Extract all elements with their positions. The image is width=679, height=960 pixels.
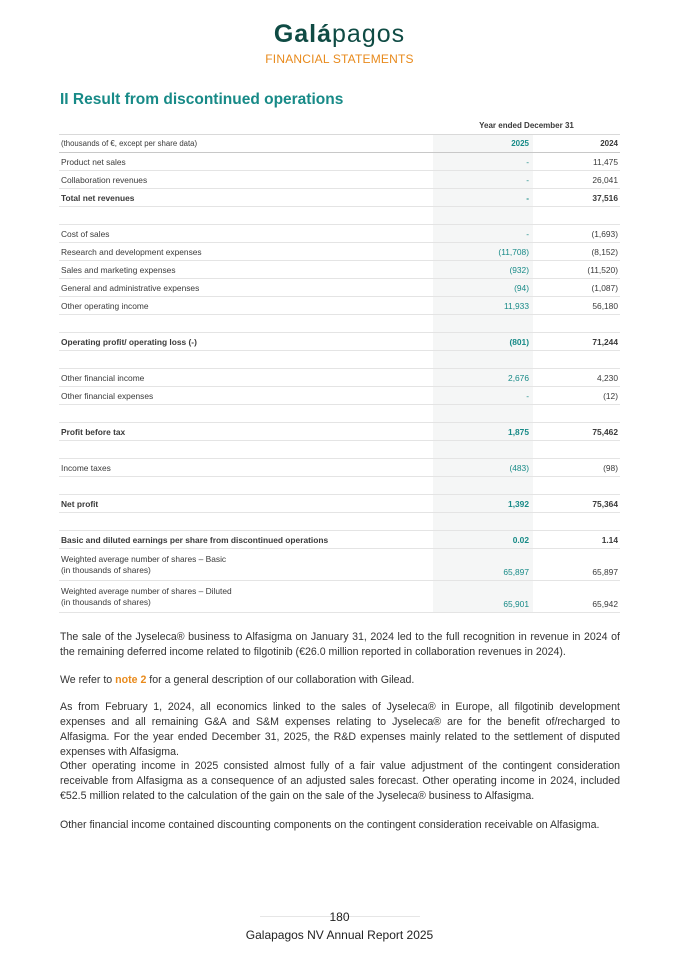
table-row-total: Net profit 1,392 75,364 bbox=[59, 495, 620, 513]
table-row-total: Profit before tax 1,875 75,462 bbox=[59, 423, 620, 441]
paragraph-note-reference: We refer to note 2 for a general description of our collaboration with Gilead. bbox=[60, 674, 415, 686]
document-subtitle: FINANCIAL STATEMENTS bbox=[265, 52, 414, 66]
table-period-header-row bbox=[59, 117, 620, 135]
table-spacer-row bbox=[59, 477, 620, 495]
table-row: Income taxes (483) (98) bbox=[59, 459, 620, 477]
table-row: Sales and marketing expenses (932) (11,520) bbox=[59, 261, 620, 279]
table-row: General and administrative expenses (94) (1,087) bbox=[59, 279, 620, 297]
note-2-link[interactable]: note 2 bbox=[115, 674, 147, 686]
table-column-header-row bbox=[59, 135, 620, 153]
table-spacer-row bbox=[59, 207, 620, 225]
table-row: Other financial expenses - (12) bbox=[59, 387, 620, 405]
logo-rest-part: pagos bbox=[332, 20, 406, 48]
table-spacer-row bbox=[59, 441, 620, 459]
report-title: Galapagos NV Annual Report 2025 bbox=[245, 928, 434, 942]
table-row-total: Total net revenues - 37,516 bbox=[59, 189, 620, 207]
paragraph-other-operating-income: Other operating income in 2025 consisted almost fully of a fair value adjustment of the contingent consideration receivable from Alfasigma as a consequence of an adjusted sales forecast. Other operating income in 2024, included €52.5 million related to the calculation of the gain on the sale of the Jyseleca® business to Alfasigma. bbox=[60, 760, 620, 802]
paragraph-financial-income: Other financial income contained discounting components on the contingent consideration receivable on Alfasigma. bbox=[60, 819, 600, 831]
table-row-total: Operating profit/ operating loss (-) (801) 71,244 bbox=[59, 333, 620, 351]
discontinued-operations-table bbox=[59, 117, 620, 613]
units-label: (thousands of €, except per share data) bbox=[59, 135, 433, 153]
table-row: Product net sales - 11,475 bbox=[59, 153, 620, 171]
logo-bold-part: Galá bbox=[273, 20, 333, 48]
table-row: Research and development expenses (11,708) (8,152) bbox=[59, 243, 620, 261]
table-row: Weighted average number of shares – Diluted (in thousands of shares) 65,901 65,942 bbox=[59, 581, 620, 613]
company-logo bbox=[0, 20, 679, 49]
page-number: 180 bbox=[329, 910, 350, 924]
table-row: Collaboration revenues - 26,041 bbox=[59, 171, 620, 189]
paragraph-economics: As from February 1, 2024, all economics linked to the sales of Jyseleca® in Europe, all filgotinib development expenses and all remaining G&A and S&M expenses relating to Jyseleca® are for the benefit of/recharged to Alfasigma. For the year ended December 31, 2025, the R&D expenses mainly related to the settlement of disputed expenses with Alfasigma. bbox=[60, 701, 620, 758]
table-row: Weighted average number of shares – Basic (in thousands of shares) 65,897 65,897 bbox=[59, 549, 620, 581]
table-row: Other operating income 11,933 56,180 bbox=[59, 297, 620, 315]
table-spacer-row bbox=[59, 513, 620, 531]
table-row-total: Basic and diluted earnings per share from discontinued operations 0.02 1.14 bbox=[59, 531, 620, 549]
section-title: II Result from discontinued operations bbox=[60, 91, 344, 108]
period-header: Year ended December 31 bbox=[479, 121, 574, 130]
table-spacer-row bbox=[59, 351, 620, 369]
table-spacer-row bbox=[59, 315, 620, 333]
column-2024-header: 2024 bbox=[533, 135, 620, 153]
table-row: Cost of sales - (1,693) bbox=[59, 225, 620, 243]
table-spacer-row bbox=[59, 405, 620, 423]
column-2025-header: 2025 bbox=[433, 135, 533, 153]
paragraph-revenue-recognition: The sale of the Jyseleca® business to Alfasigma on January 31, 2024 led to the full recognition in revenue in 2024 of the remaining deferred income related to filgotinib (€26.0 million reported in collaboration revenues in 2024). bbox=[60, 631, 620, 658]
table-row: Other financial income 2,676 4,230 bbox=[59, 369, 620, 387]
